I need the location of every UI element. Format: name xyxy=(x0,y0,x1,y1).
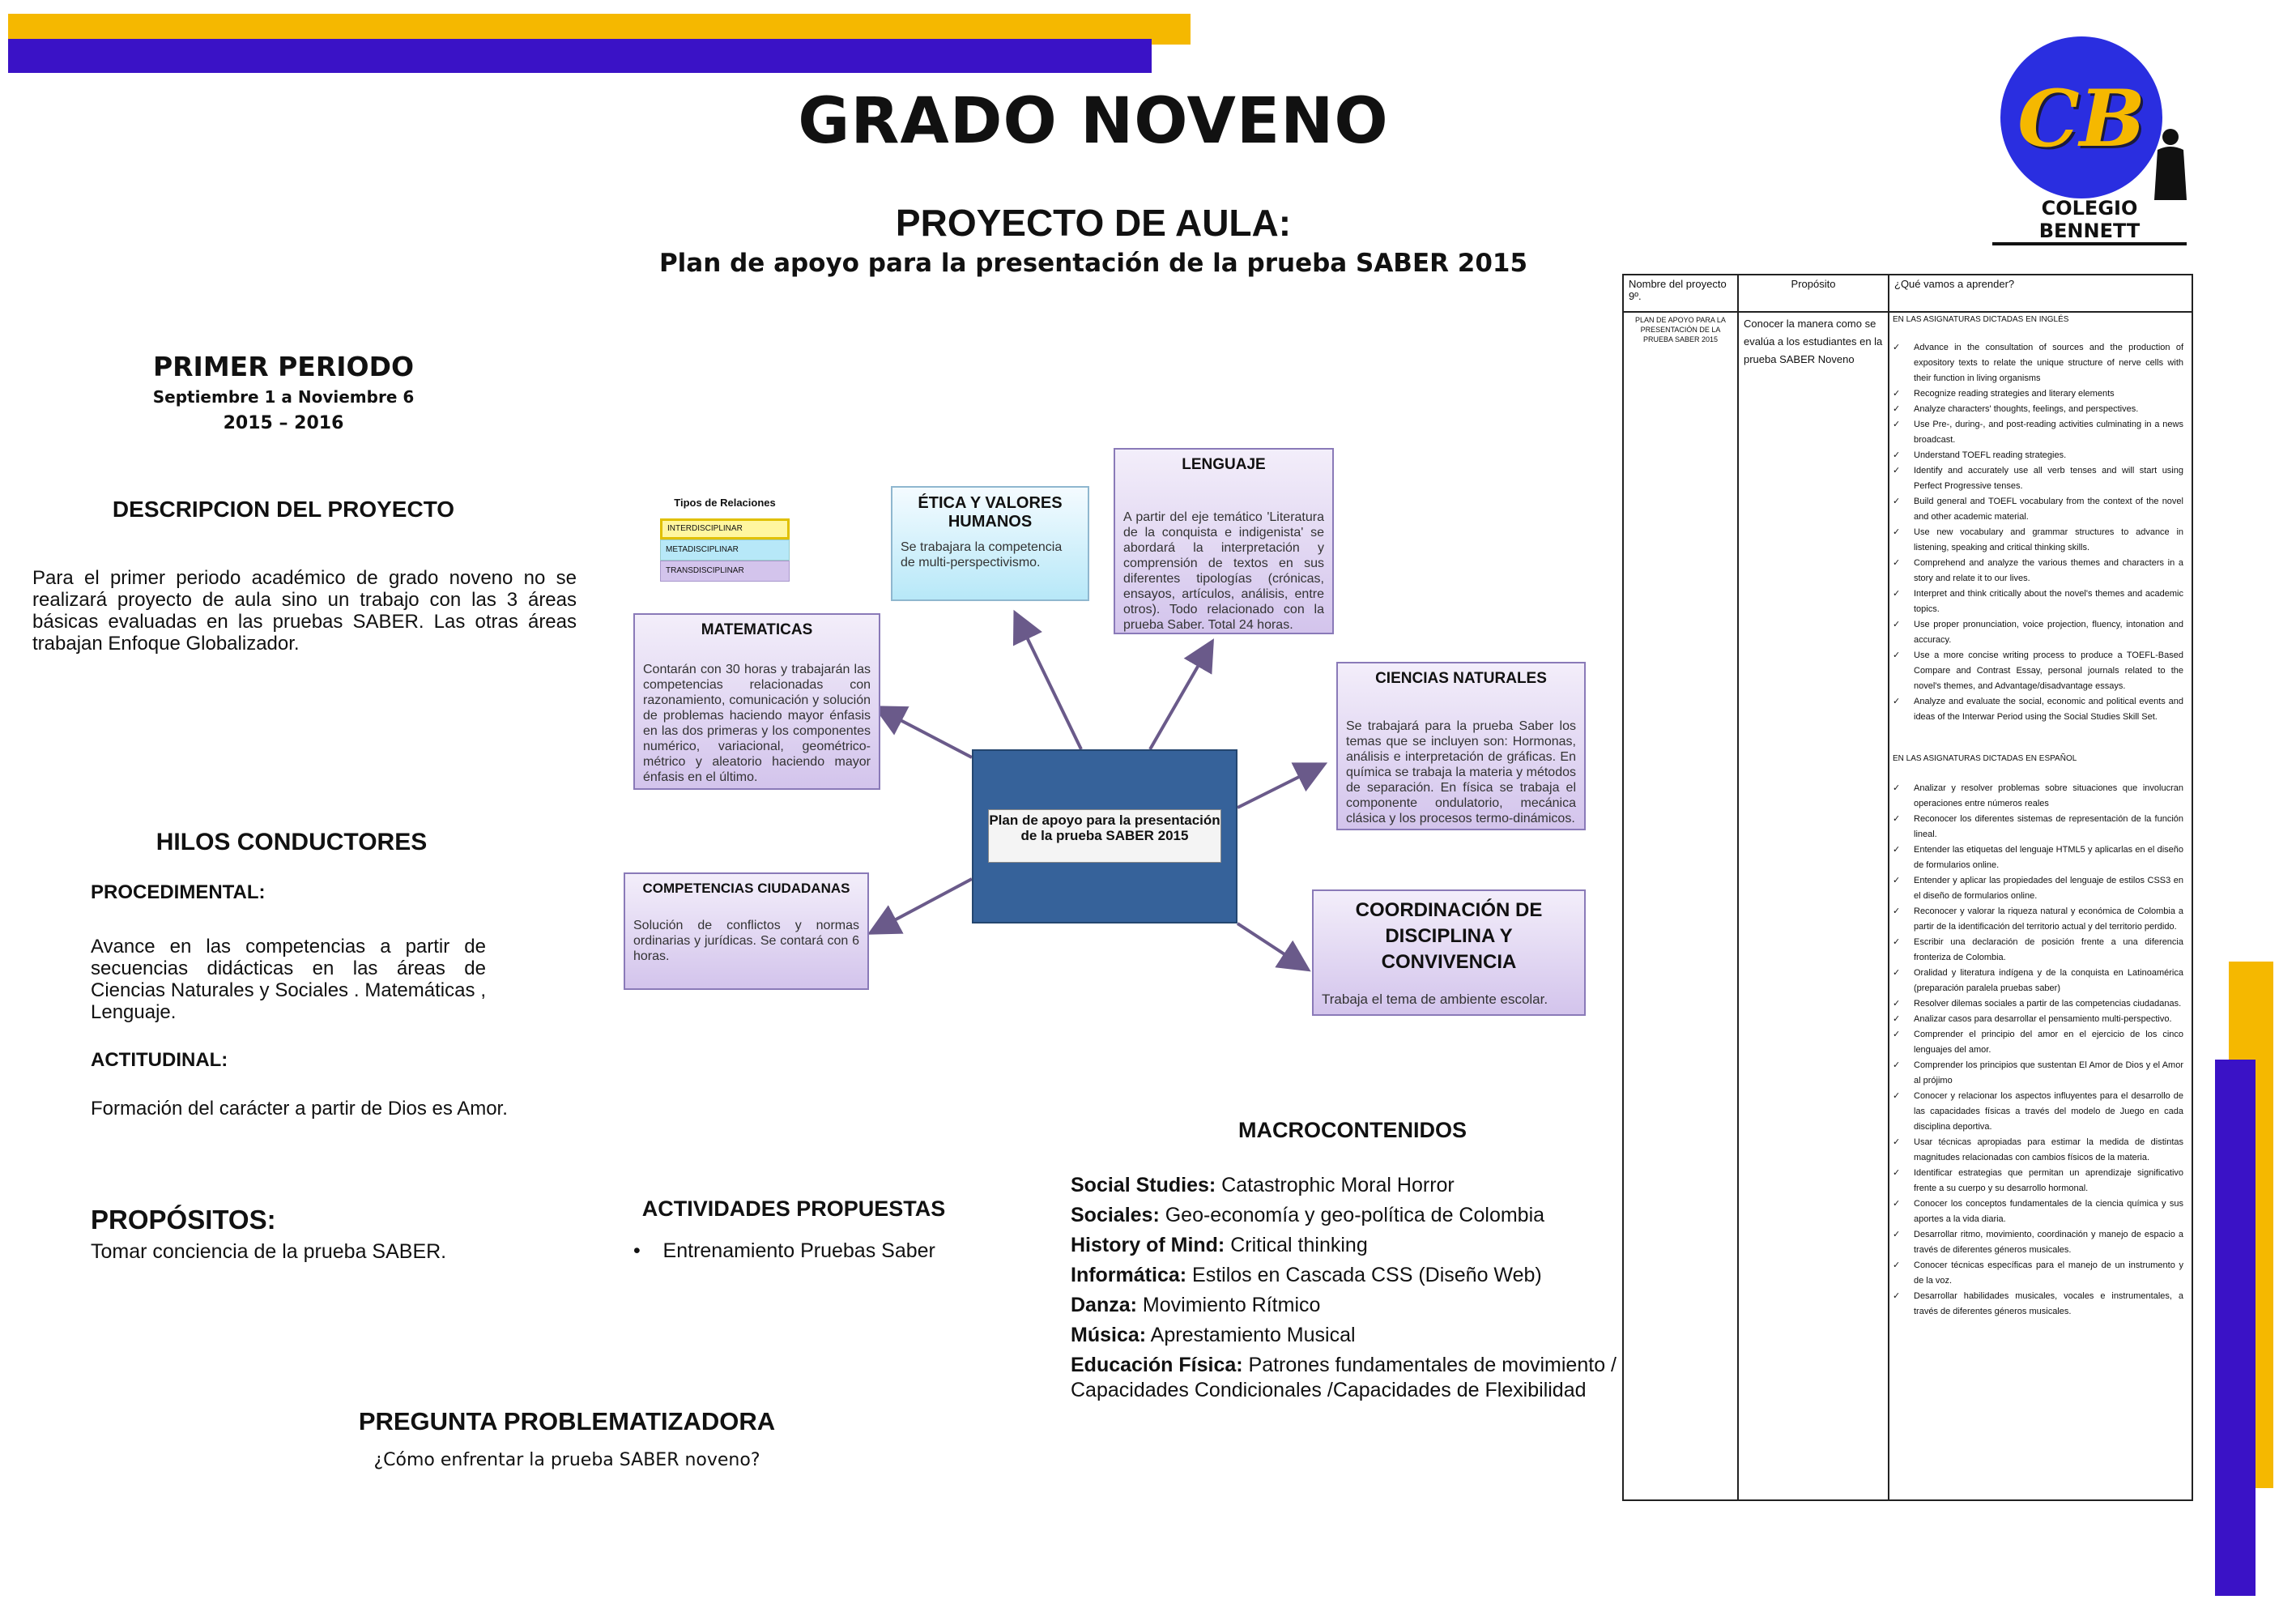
macro-item-text: Estilos en Cascada CSS (Diseño Web) xyxy=(1186,1264,1542,1286)
checkmark-icon: ✓ xyxy=(1893,999,1901,1009)
macro-item-text: Catastrophic Moral Horror xyxy=(1216,1174,1455,1196)
period-years: 2015 – 2016 xyxy=(223,413,344,433)
list-item-text: Comprender los principios que sustentan El Amor de Dios y el Amor al prójimo xyxy=(1914,1060,2183,1086)
center-node xyxy=(972,749,1237,923)
macro-list xyxy=(1071,1173,1617,1403)
list-item-text: Entender las etiquetas del lenguaje HTML5 y aplicarlas en el diseño de formularios online. xyxy=(1914,845,2183,870)
checkmark-icon: ✓ xyxy=(1893,589,1901,599)
macro-item-label: Sociales: xyxy=(1071,1204,1160,1226)
center-node-label: Plan de apoyo para la presentación de la prueba SABER 2015 xyxy=(988,809,1221,863)
spanish-list xyxy=(1893,781,2183,1320)
table-header-proposito: Propósito xyxy=(1738,275,1889,312)
list-item xyxy=(1893,1166,2183,1196)
macro-item xyxy=(1071,1323,1617,1348)
list-item xyxy=(1893,873,2183,904)
list-item xyxy=(1893,842,2183,873)
list-item-text: Recognize reading strategies and literary elements xyxy=(1914,389,2115,399)
checkmark-icon: ✓ xyxy=(1893,1199,1901,1209)
list-item-text: Analizar casos para desarrollar el pensamiento multi-perspectivo. xyxy=(1914,1014,2172,1024)
node-ciencias-title: CIENCIAS NATURALES xyxy=(1375,670,1547,687)
checkmark-icon: ✓ xyxy=(1893,404,1901,414)
checkmark-icon: ✓ xyxy=(1893,1168,1901,1178)
list-item-text: Analyze and evaluate the social, economic and political events and ideas of the Interwar Period using the Social Studies Skill Set. xyxy=(1914,697,2183,722)
list-item-text: Escribir una declaración de posición frente a una diferencia fronteriza de Colombia. xyxy=(1914,937,2183,962)
list-item-text: Comprehend and analyze the various themes and characters in a story and relate it to our lives. xyxy=(1914,558,2183,583)
arrow-to-lenguaje xyxy=(1150,644,1211,749)
checkmark-icon: ✓ xyxy=(1893,1060,1901,1070)
list-item xyxy=(1893,996,2183,1012)
macro-item-label: History of Mind: xyxy=(1071,1234,1225,1256)
checkmark-icon: ✓ xyxy=(1893,466,1901,476)
list-item-text: Desarrollar ritmo, movimiento, coordinación y manejo de espacio a través de diferentes géneros musicales. xyxy=(1914,1230,2183,1255)
english-list xyxy=(1893,340,2183,725)
list-item-text: Identify and accurately use all verb tenses and will start using Perfect Progressive tenses. xyxy=(1914,466,2183,491)
list-item xyxy=(1893,402,2183,417)
list-item-text: Use Pre-, during-, and post-reading activities culminating in a news broadcast. xyxy=(1914,420,2183,445)
node-competencias-title: COMPETENCIAS CIUDADANAS xyxy=(642,881,850,896)
list-item xyxy=(1893,448,2183,463)
pregunta-text: ¿Cómo enfrentar la prueba SABER noveno? xyxy=(373,1450,760,1470)
legend-item-interdisciplinar: INTERDISCIPLINAR xyxy=(660,518,790,540)
actitudinal-title: ACTITUDINAL: xyxy=(91,1049,228,1071)
checkmark-icon: ✓ xyxy=(1893,420,1901,429)
list-item xyxy=(1893,525,2183,556)
list-item xyxy=(1893,966,2183,996)
list-item-text: Analizar y resolver problemas sobre situaciones que involucran operaciones entre números reales xyxy=(1914,783,2183,808)
node-coordinacion-title: COORDINACIÓN DE DISCIPLINA Y CONVIVENCIA xyxy=(1355,899,1543,973)
list-item-text: Conocer los conceptos fundamentales de la ciencia química y sus aportes a la vida diaria. xyxy=(1914,1199,2183,1224)
list-item xyxy=(1893,935,2183,966)
list-item-text: Conocer técnicas específicas para el manejo de un instrumento y de la voz. xyxy=(1914,1260,2183,1286)
legend-title: Tipos de Relaciones xyxy=(674,497,776,509)
logo-school-name: COLEGIO BENNETT xyxy=(1992,197,2187,245)
node-matematicas xyxy=(633,613,880,790)
list-item-text: Identificar estrategias que permitan un aprendizaje significativo frente a su cuerpo y su desarrollo hormonal. xyxy=(1914,1168,2183,1193)
node-lenguaje-title: LENGUAJE xyxy=(1182,456,1266,473)
list-item xyxy=(1893,494,2183,525)
list-item xyxy=(1893,694,2183,725)
plan-title: Plan de apoyo para la presentación de la prueba SABER 2015 xyxy=(658,249,1528,278)
macro-item-text: Movimiento Rítmico xyxy=(1136,1294,1321,1316)
legend-item-transdisciplinar: TRANSDISCIPLINAR xyxy=(660,561,790,582)
list-item xyxy=(1893,904,2183,935)
arrow-to-competencias xyxy=(873,879,972,932)
propositos-title: PROPÓSITOS: xyxy=(91,1205,276,1235)
checkmark-icon: ✓ xyxy=(1893,1014,1901,1024)
list-item-text: Use proper pronunciation, voice projection, fluency, intonation and accuracy. xyxy=(1914,620,2183,645)
list-item-text: Comprender el principio del amor en el ejercicio de los cinco lenguajes del amor. xyxy=(1914,1030,2183,1055)
checkmark-icon: ✓ xyxy=(1893,1091,1901,1101)
node-ciencias xyxy=(1336,662,1586,830)
macro-item xyxy=(1071,1203,1617,1228)
checkmark-icon: ✓ xyxy=(1893,937,1901,947)
macro-item xyxy=(1071,1293,1617,1318)
checkmark-icon: ✓ xyxy=(1893,389,1901,399)
arrow-to-matematicas xyxy=(879,709,972,757)
node-etica-title: ÉTICA Y VALORES HUMANOS xyxy=(918,494,1063,531)
checkmark-icon: ✓ xyxy=(1893,697,1901,706)
checkmark-icon: ✓ xyxy=(1893,1291,1901,1301)
node-lenguaje xyxy=(1114,448,1334,634)
list-item-text: Reconocer y valorar la riqueza natural y económica de Colombia a partir de la identificación del territorio actual y del territorio perdido. xyxy=(1914,906,2183,932)
description-text: Para el primer periodo académico de grado noveno no se realizará proyecto de aula sino un trabajo con las 3 áreas básicas evaluadas en las pruebas SABER. Las otras áreas trabajan Enfoque Globalizador. xyxy=(32,567,577,655)
list-item xyxy=(1893,1227,2183,1258)
list-item-text: Entender y aplicar las propiedades del lenguaje de estilos CSS3 en el diseño de formularios online. xyxy=(1914,876,2183,901)
node-coordinacion-text: Trabaja el tema de ambiente escolar. xyxy=(1322,992,1548,1007)
english-heading: EN LAS ASIGNATURAS DICTADAS EN INGLÉS xyxy=(1893,315,2069,324)
list-item xyxy=(1893,1289,2183,1320)
list-item xyxy=(1893,781,2183,812)
node-competencias xyxy=(624,872,869,990)
node-etica-text: Se trabajara la competencia de multi-perspectivismo. xyxy=(901,540,1063,569)
logo-initials: CB xyxy=(2017,73,2145,164)
propositos-text: Tomar conciencia de la prueba SABER. xyxy=(91,1240,447,1263)
actividades-item xyxy=(633,1239,935,1263)
proposito-text: Conocer la manera como se evalúa a los estudiantes en la prueba SABER Noveno xyxy=(1744,318,1883,365)
table-cell-project xyxy=(1623,312,1738,1500)
node-matematicas-text: Contarán con 30 horas y trabajarán las competencias relacionadas con razonamiento, comunicación y solución de problemas haciendo mayor énfasis en las dos primeras y los componentes numérico, variacional, geométrico-métrico y aleatorio haciendo mayor énfasis en el último. xyxy=(643,663,871,784)
list-item xyxy=(1893,1089,2183,1135)
checkmark-icon: ✓ xyxy=(1893,845,1901,855)
spanish-heading: EN LAS ASIGNATURAS DICTADAS EN ESPAÑOL xyxy=(1893,754,2077,763)
project-table xyxy=(1622,274,2193,1501)
node-lenguaje-text: A partir del eje temático 'Literatura de la conquista e indigenista' se abordará la interpretación y comprensión de textos en sus diferentes tipologías (crónicas, ensayos, artículos, análisis, entre otros). Todo relacionado con la prueba Saber. Total 24 horas. xyxy=(1123,510,1324,632)
macro-item xyxy=(1071,1353,1617,1403)
list-item xyxy=(1893,1258,2183,1289)
list-item xyxy=(1893,556,2183,586)
checkmark-icon: ✓ xyxy=(1893,814,1901,824)
list-item xyxy=(1893,617,2183,648)
list-item-text: Understand TOEFL reading strategies. xyxy=(1914,450,2067,460)
node-etica xyxy=(891,486,1089,601)
checkmark-icon: ✓ xyxy=(1893,1030,1901,1039)
macro-item-text: Geo-economía y geo-política de Colombia xyxy=(1159,1204,1545,1226)
table-cell-proposito xyxy=(1738,312,1889,1500)
checkmark-icon: ✓ xyxy=(1893,1137,1901,1147)
hilos-title: HILOS CONDUCTORES xyxy=(155,829,428,855)
checkmark-icon: ✓ xyxy=(1893,906,1901,916)
project-subtitle: PROYECTO DE AULA: xyxy=(895,202,1292,244)
arrow-to-etica xyxy=(1016,616,1081,749)
arrow-to-coordinacion xyxy=(1237,923,1306,968)
list-item xyxy=(1893,1058,2183,1089)
node-ciencias-text: Se trabajará para la prueba Saber los temas que se incluyen son: Hormonas, análisis e interpretación de gráficas. En química se trabaja la materia y métodos de separación. En física se trabaja el componente ondulatorio, mecánica clásica y los procesos termo-dinámicos. xyxy=(1346,719,1576,825)
project-name: PLAN DE APOYO PARA LA PRESENTACIÓN DE LA PRUEBA SABER 2015 xyxy=(1635,316,1726,343)
macro-item-label: Danza: xyxy=(1071,1294,1137,1316)
list-item xyxy=(1893,648,2183,694)
pregunta-title: PREGUNTA PROBLEMATIZADORA xyxy=(358,1407,776,1435)
list-item xyxy=(1893,586,2183,617)
list-item xyxy=(1893,1027,2183,1058)
procedimental-title: PROCEDIMENTAL: xyxy=(91,881,266,903)
macro-item-label: Música: xyxy=(1071,1324,1147,1346)
table-header-aprender: ¿Qué vamos a aprender? xyxy=(1889,275,2192,312)
table-cell-aprender xyxy=(1889,312,2192,1500)
list-item-text: Advance in the consultation of sources and the production of expository texts to relate the unique structure of nerve cells with their function in living organisms xyxy=(1914,343,2183,383)
list-item-text: Desarrollar habilidades musicales, vocales e instrumentales, a través de diferentes géneros musicales. xyxy=(1914,1291,2183,1316)
list-item xyxy=(1893,1196,2183,1227)
list-item xyxy=(1893,386,2183,402)
list-item-text: Reconocer los diferentes sistemas de representación de la función lineal. xyxy=(1914,814,2183,839)
table-header-name: Nombre del proyecto 9º. xyxy=(1623,275,1738,312)
macro-item xyxy=(1071,1233,1617,1258)
list-item xyxy=(1893,417,2183,448)
checkmark-icon: ✓ xyxy=(1893,650,1901,660)
list-item-text: Build general and TOEFL vocabulary from the context of the novel and other academic material. xyxy=(1914,497,2183,522)
macro-item-label: Educación Física: xyxy=(1071,1354,1243,1376)
checkmark-icon: ✓ xyxy=(1893,876,1901,885)
checkmark-icon: ✓ xyxy=(1893,783,1901,793)
macro-item-text: Critical thinking xyxy=(1225,1234,1368,1256)
list-item xyxy=(1893,340,2183,386)
checkmark-icon: ✓ xyxy=(1893,527,1901,537)
list-item-text: Conocer y relacionar los aspectos influyentes para el desarrollo de las capacidades físicas a través del modelo de Juego en cada disciplina deportiva. xyxy=(1914,1091,2183,1132)
macro-item-label: Informática: xyxy=(1071,1264,1187,1286)
checkmark-icon: ✓ xyxy=(1893,558,1901,568)
actividades-item-label: Entrenamiento Pruebas Saber xyxy=(662,1239,935,1262)
checkmark-icon: ✓ xyxy=(1893,1260,1901,1270)
table-row xyxy=(1623,312,2192,1500)
bullet-icon: • xyxy=(633,1239,663,1262)
list-item xyxy=(1893,1135,2183,1166)
macro-item xyxy=(1071,1263,1617,1288)
list-item-text: Use a more concise writing process to produce a TOEFL-Based Compare and Contrast Essay, personal journals related to the novel's themes, and Advantage/disadvantage essays. xyxy=(1914,650,2183,691)
list-item-text: Interpret and think critically about the novel's themes and academic topics. xyxy=(1914,589,2183,614)
macro-item-label: Social Studies: xyxy=(1071,1174,1216,1196)
macro-title: MACROCONTENIDOS xyxy=(1238,1118,1467,1142)
node-competencias-text: Solución de conflictos y normas ordinarias y jurídicas. Se contará con 6 horas. xyxy=(633,919,859,963)
list-item-text: Use new vocabulary and grammar structures to advance in listening, speaking and critical thinking skills. xyxy=(1914,527,2183,552)
list-item-text: Usar técnicas apropiadas para estimar la medida de distintas magnitudes relacionadas con cambios físicos de la materia. xyxy=(1914,1137,2183,1162)
list-item xyxy=(1893,1012,2183,1027)
page-title: GRADO NOVENO xyxy=(798,85,1389,158)
node-matematicas-title: MATEMATICAS xyxy=(701,621,813,638)
macro-item-text: Patrones fundamentales de movimiento / Capacidades Condicionales /Capacidades de Flexibilidad xyxy=(1071,1354,1617,1401)
checkmark-icon: ✓ xyxy=(1893,497,1901,506)
actitudinal-text: Formación del carácter a partir de Dios es Amor. xyxy=(91,1098,508,1120)
list-item-text: Analyze characters' thoughts, feelings, and perspectives. xyxy=(1914,404,2139,414)
description-title: DESCRIPCION DEL PROYECTO xyxy=(112,497,455,522)
arrow-to-ciencias xyxy=(1237,766,1322,808)
legend-item-metadisciplinar: METADISCIPLINAR xyxy=(660,540,790,561)
period-dates: Septiembre 1 a Noviembre 6 xyxy=(152,387,415,407)
macro-item xyxy=(1071,1173,1617,1198)
actividades-title: ACTIVIDADES PROPUESTAS xyxy=(641,1196,946,1221)
list-item-text: Resolver dilemas sociales a partir de las competencias ciudadanas. xyxy=(1914,999,2182,1009)
table-header-row xyxy=(1623,275,2192,312)
checkmark-icon: ✓ xyxy=(1893,968,1901,978)
list-item xyxy=(1893,463,2183,494)
node-coordinacion xyxy=(1312,889,1586,1016)
list-item xyxy=(1893,812,2183,842)
list-item-text: Oralidad y literatura indígena y de la conquista en Latinoamérica (preparación paralela pruebas saber) xyxy=(1914,968,2183,993)
checkmark-icon: ✓ xyxy=(1893,343,1901,352)
procedimental-text: Avance en las competencias a partir de secuencias didácticas en las áreas de Ciencias Naturales y Sociales . Matemáticas , Lenguaje. xyxy=(91,936,486,1023)
checkmark-icon: ✓ xyxy=(1893,1230,1901,1239)
checkmark-icon: ✓ xyxy=(1893,450,1901,460)
macro-item-text: Aprestamiento Musical xyxy=(1146,1324,1356,1346)
checkmark-icon: ✓ xyxy=(1893,620,1901,629)
period-title: PRIMER PERIODO xyxy=(152,351,415,382)
